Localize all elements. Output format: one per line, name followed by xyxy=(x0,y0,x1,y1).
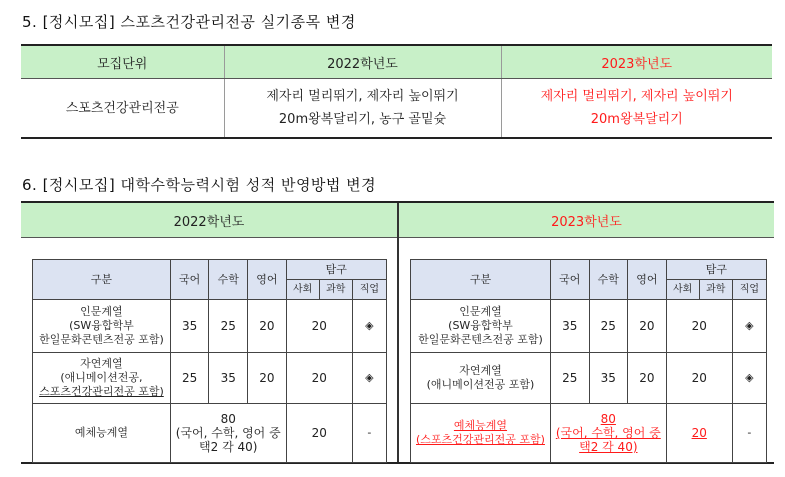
row-category xyxy=(411,404,551,463)
category-note: 스포츠건강관리전공 포함) xyxy=(39,385,164,398)
col-social: 사회 xyxy=(286,280,319,300)
col-category: 구분 xyxy=(33,260,171,300)
year-2023-header: 2023학년도 xyxy=(399,203,774,238)
inquiry-value: 20 xyxy=(666,404,732,463)
selected-total: 80 xyxy=(600,412,616,426)
col-social: 사회 xyxy=(666,280,699,300)
col-math: 수학 xyxy=(209,260,248,300)
section5-title: 5. [정시모집] 스포츠건강관리전공 실기종목 변경 xyxy=(22,13,356,31)
category-name: 인문계열 xyxy=(80,305,123,318)
category-note: (SW융합학부 xyxy=(448,319,513,332)
category-name: 예체능계열 xyxy=(453,419,508,432)
row-category xyxy=(33,353,171,404)
table-row xyxy=(411,353,767,404)
col-english: 영어 xyxy=(628,260,667,300)
vocational-value: - xyxy=(352,404,386,463)
year-2022-header: 2022학년도 xyxy=(21,203,397,238)
section5-body-row xyxy=(21,79,772,139)
row-category xyxy=(411,300,551,353)
selected-subjects xyxy=(170,404,286,463)
unit-cell: 스포츠건강관리전공 xyxy=(21,79,224,139)
column-divider xyxy=(397,203,399,462)
col-math: 수학 xyxy=(589,260,628,300)
inquiry-value: 20 xyxy=(666,300,732,353)
table-2023 xyxy=(410,259,767,463)
vocational-diamond-icon: ◈ xyxy=(732,353,766,404)
table-row xyxy=(33,404,387,463)
english-value: 20 xyxy=(248,353,287,404)
category-note: (애니메이션전공 포함) xyxy=(426,378,535,391)
category-note: 한일문화콘텐츠전공 포함) xyxy=(39,333,164,346)
table-2023-header-row xyxy=(411,260,767,280)
events-2023-line1: 제자리 멀리뛰기, 제자리 높이뛰기 xyxy=(540,89,733,104)
korean-value: 25 xyxy=(170,353,209,404)
inquiry-value: 20 xyxy=(286,300,352,353)
table-row xyxy=(33,300,387,353)
section5-table xyxy=(21,44,772,139)
korean-value: 35 xyxy=(170,300,209,353)
table-2022-header-row xyxy=(33,260,387,280)
events-2022-line1: 제자리 멀리뛰기, 제자리 높이뛰기 xyxy=(266,89,459,104)
selected-note: 택2 각 40) xyxy=(579,440,638,454)
category-name: 자연계열 xyxy=(80,357,123,370)
english-value: 20 xyxy=(248,300,287,353)
table-row xyxy=(411,300,767,353)
table-row xyxy=(33,353,387,404)
events-2023-line2: 20m왕복달리기 xyxy=(590,112,683,127)
korean-value: 25 xyxy=(550,353,589,404)
row-category xyxy=(411,353,551,404)
col-korean: 국어 xyxy=(550,260,589,300)
events-2022-line2: 20m왕복달리기, 농구 골밑슛 xyxy=(278,112,447,127)
row-category xyxy=(33,404,171,463)
vocational-diamond-icon: ◈ xyxy=(352,300,386,353)
english-value: 20 xyxy=(628,300,667,353)
events-2023 xyxy=(501,79,772,139)
selected-subjects xyxy=(550,404,666,463)
category-name: 인문계열 xyxy=(459,305,502,318)
selected-note: 택2 각 40) xyxy=(199,440,258,454)
vocational-diamond-icon: ◈ xyxy=(732,300,766,353)
header-2023: 2023학년도 xyxy=(501,45,772,79)
col-vocational: 직업 xyxy=(352,280,386,300)
section5-header-row xyxy=(21,45,772,79)
header-unit: 모집단위 xyxy=(21,45,224,79)
inquiry-value: 20 xyxy=(666,353,732,404)
col-vocational: 직업 xyxy=(732,280,766,300)
category-name: 자연계열 xyxy=(459,364,502,377)
col-category: 구분 xyxy=(411,260,551,300)
korean-value: 35 xyxy=(550,300,589,353)
events-2022 xyxy=(224,79,501,139)
category-note: (SW융합학부 xyxy=(69,319,134,332)
selected-note: (국어, 수학, 영어 중 xyxy=(175,426,281,440)
col-science: 과학 xyxy=(699,280,732,300)
col-korean: 국어 xyxy=(170,260,209,300)
section6-frame xyxy=(21,201,774,464)
math-value: 25 xyxy=(209,300,248,353)
category-note: 한일문화콘텐츠전공 포함) xyxy=(418,333,543,346)
english-value: 20 xyxy=(628,353,667,404)
table-row xyxy=(411,404,767,463)
row-category xyxy=(33,300,171,353)
inquiry-value: 20 xyxy=(286,353,352,404)
vocational-diamond-icon: ◈ xyxy=(352,353,386,404)
selected-note: (국어, 수학, 영어 중 xyxy=(555,426,661,440)
col-science: 과학 xyxy=(319,280,352,300)
col-english: 영어 xyxy=(248,260,287,300)
category-note: (스포츠건강관리전공 포함) xyxy=(416,433,545,446)
table-2022 xyxy=(32,259,387,463)
math-value: 35 xyxy=(209,353,248,404)
category-note: (애니메이션전공, xyxy=(60,371,143,384)
selected-total: 80 xyxy=(220,412,236,426)
math-value: 25 xyxy=(589,300,628,353)
header-2022: 2022학년도 xyxy=(224,45,501,79)
section6-title: 6. [정시모집] 대학수학능력시험 성적 반영방법 변경 xyxy=(22,176,377,194)
col-inquiry: 탐구 xyxy=(666,260,766,280)
col-inquiry: 탐구 xyxy=(286,260,386,280)
vocational-value: - xyxy=(732,404,766,463)
category-name: 예체능계열 xyxy=(74,426,128,439)
inquiry-value: 20 xyxy=(286,404,352,463)
math-value: 35 xyxy=(589,353,628,404)
